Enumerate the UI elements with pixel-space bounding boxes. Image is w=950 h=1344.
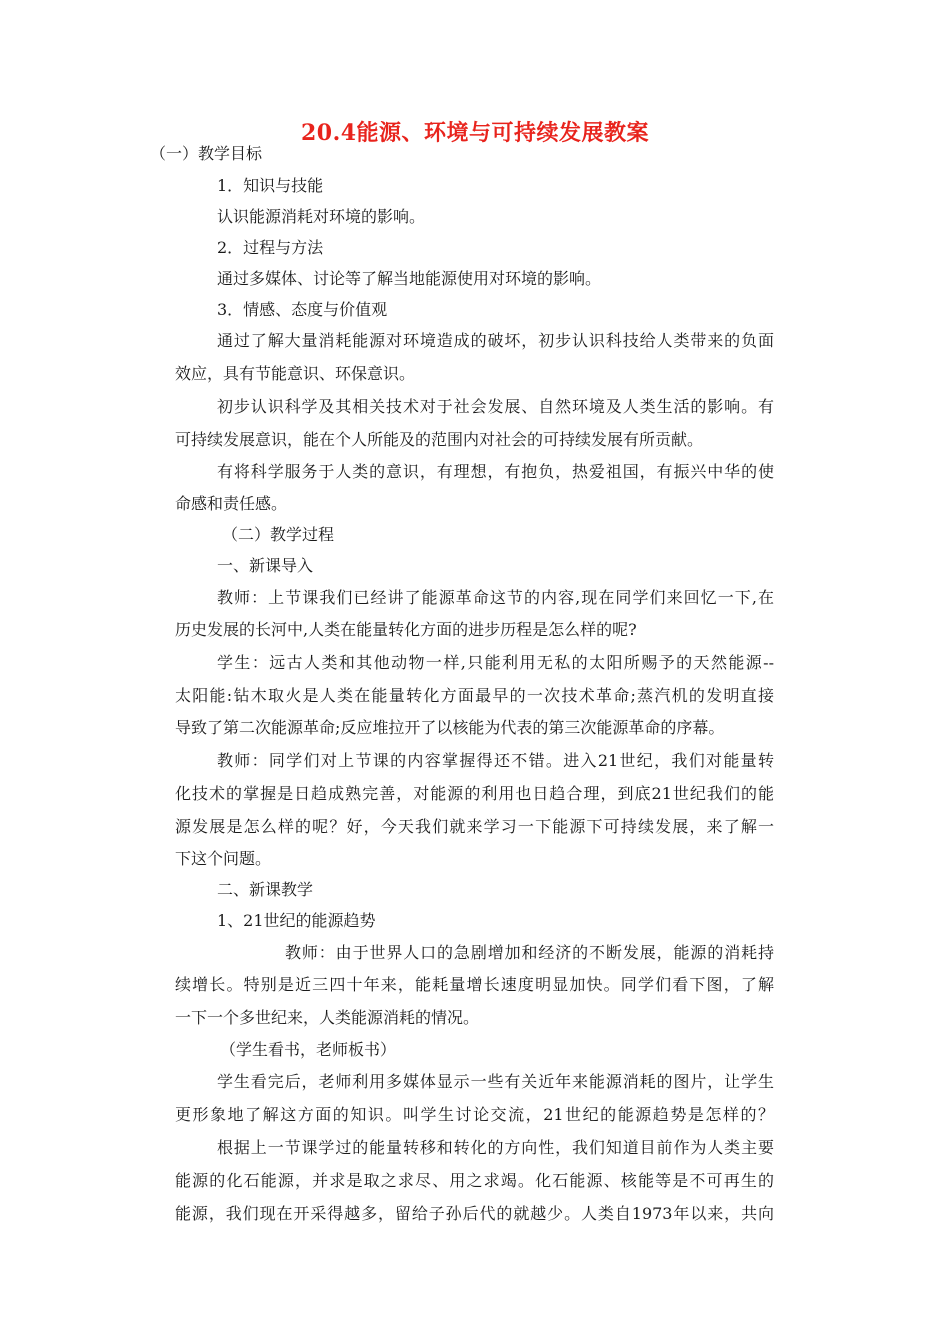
paragraph-line: 源发展是怎么样的呢？好，今天我们就来学习一下能源下可持续发展，来了解一 [175,817,774,836]
paragraph-line: 下这个问题。 [175,849,272,868]
paragraph-line: （学生看书，老师板书） [220,1040,397,1059]
section-heading: （二）教学过程 [222,525,335,544]
paragraph-line: 更形象地了解这方面的知识。叫学生讨论交流，21世纪的能源趋势是怎样的？ [175,1105,774,1124]
paragraph-line: 认识能源消耗对环境的影响。 [217,207,426,226]
paragraph-line: 学生看完后，老师利用多媒体显示一些有关近年来能源消耗的图片，让学生 [217,1072,774,1091]
paragraph-line: 教师：上节课我们已经讲了能源革命这节的内容,现在同学们来回忆一下,在 [217,588,774,607]
paragraph-line: 历史发展的长河中,人类在能量转化方面的进步历程是怎么样的呢? [175,620,637,639]
paragraph-line: 根据上一节课学过的能量转移和转化的方向性，我们知道目前作为人类主要 [217,1138,774,1157]
paragraph-line: 可持续发展意识，能在个人所能及的范围内对社会的可持续发展有所贡献。 [175,430,704,449]
paragraph-line: 教师：由于世界人口的急剧增加和经济的不断发展，能源的消耗持 [285,943,774,962]
paragraph-line: 太阳能:钻木取火是人类在能量转化方面最早的一次技术革命;蒸汽机的发明直接 [175,686,774,705]
subsection-heading: 2．过程与方法 [217,238,324,257]
document-title: 20.4能源、环境与可持续发展教案 [300,120,650,146]
paragraph-line: 命感和责任感。 [175,494,288,513]
paragraph-line: 教师：同学们对上节课的内容掌握得还不错。进入21世纪，我们对能量转 [217,751,774,770]
paragraph-line: 初步认识科学及其相关技术对于社会发展、自然环境及人类生活的影响。有 [217,397,774,416]
paragraph-line: 化技术的掌握是日趋成熟完善，对能源的利用也日趋合理，到底21世纪我们的能 [175,784,774,803]
paragraph-line: 能源的化石能源，并求是取之求尽、用之求竭。化石能源、核能等是不可再生的 [175,1171,774,1190]
section-heading: （一）教学目标 [150,144,263,163]
paragraph-line: 导致了第二次能源革命;反应堆拉开了以核能为代表的第三次能源革命的序幕。 [175,718,725,737]
paragraph-line: 一下一个多世纪来，人类能源消耗的情况。 [175,1008,480,1027]
subsection-heading: 1、21世纪的能源趋势 [217,911,376,930]
paragraph-line: 通过了解大量消耗能源对环境造成的破坏，初步认识科技给人类带来的负面 [217,331,774,350]
subsection-heading: 3．情感、态度与价值观 [217,300,388,319]
paragraph-line: 学生：远古人类和其他动物一样,只能利用无私的太阳所赐予的天然能源-- [217,653,774,672]
paragraph-line: 效应，具有节能意识、环保意识。 [175,364,416,383]
paragraph-line: 通过多媒体、讨论等了解当地能源使用对环境的影响。 [217,269,602,288]
subsection-heading: 一、新课导入 [217,556,314,575]
paragraph-line: 能源，我们现在开采得越多，留给子孙后代的就越少。人类自1973年以来，共向 [175,1204,774,1223]
subsection-heading: 1．知识与技能 [217,176,324,195]
paragraph-line: 有将科学服务于人类的意识，有理想，有抱负，热爱祖国，有振兴中华的使 [217,462,774,481]
paragraph-line: 续增长。特别是近三四十年来，能耗量增长速度明显加快。同学们看下图，了解 [175,975,774,994]
section-heading: 二、新课教学 [217,880,314,899]
